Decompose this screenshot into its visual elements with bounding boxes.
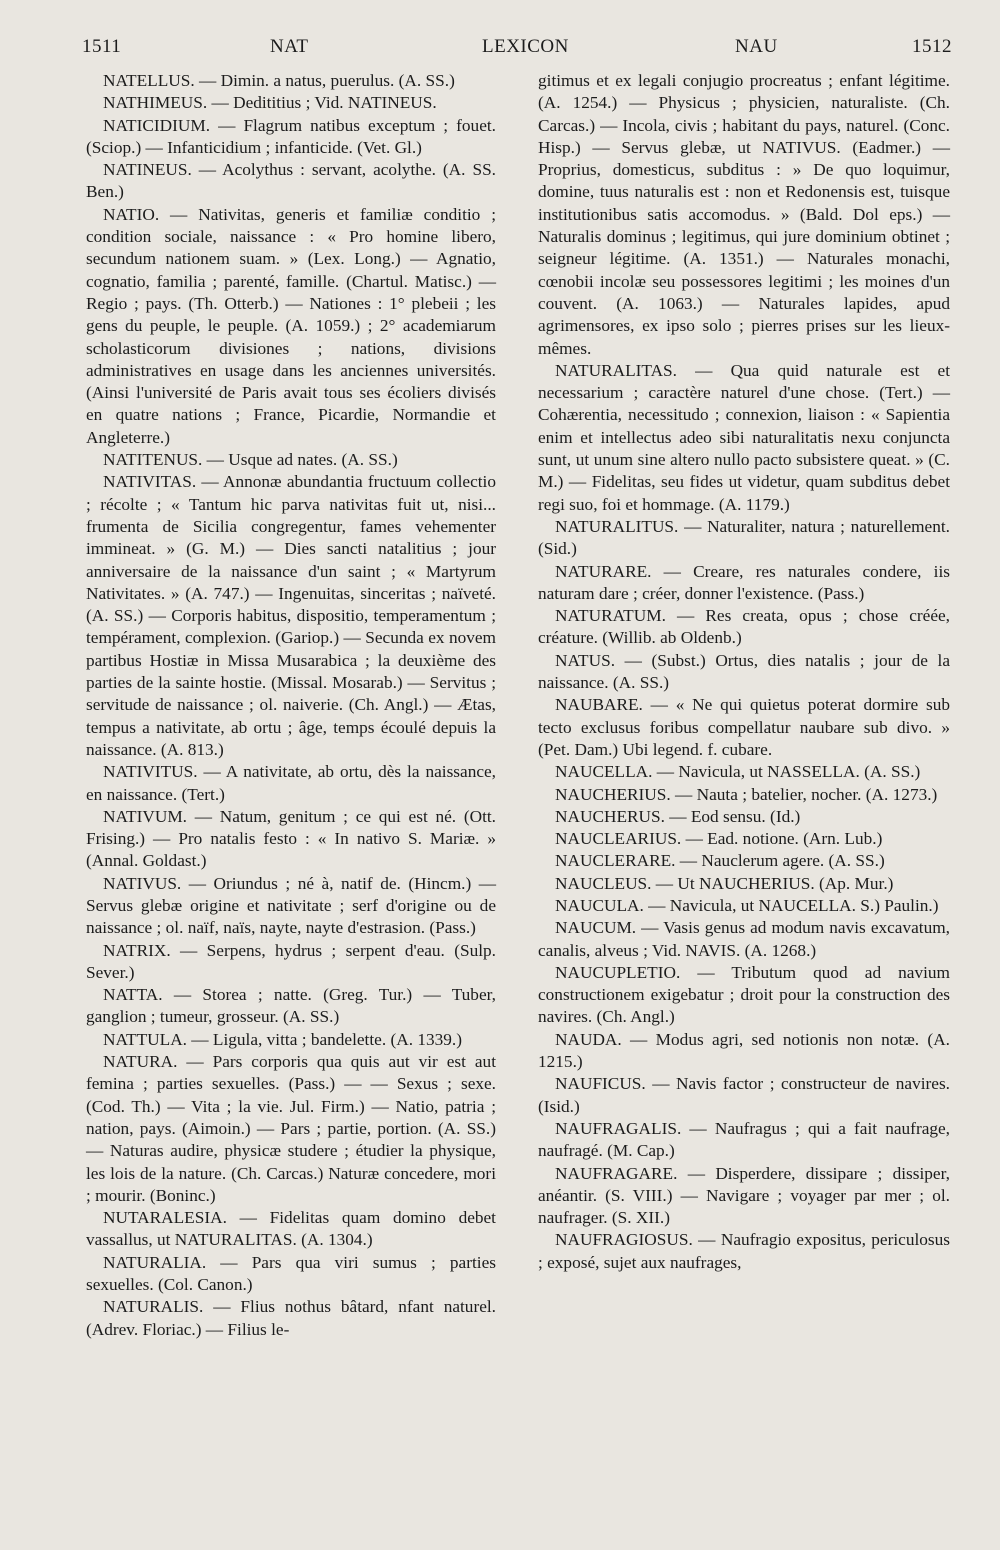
entry-naucupletio: NAUCUPLETIO. — Tributum quod ad navium constructionem exigebatur ; droit pour la construction des navires. (Ch. Angl.) [538,962,950,1027]
entry-naturalis-continued: gitimus et ex legali conjugio procreatus ; enfant légitime. (A. 1254.) — Physicus ; physicien, naturaliste. (Ch. Carcas.) — Incola, civis ; habitant du pays, naturel. (Conc. Hisp.) — Servus glebæ, ut NATIVUS. (Eadmer.) — Proprius, domesticus, subditus : » De quo loquimur, domine, tuus naturalis est : non et Redonensis est, tuisque institutionibus satis accomodus. » (Bald. Dol eps.) — Naturalis dominus ; legitimus, qui jure dominium obtinet ; seigneur légitime. (A. 1351.) — Naturales monachi, cœnobii incolæ seu possessores legitimi ; les moines d'un couvent. (A. 1063.) — Naturales lapides, apud agrimensores, ex ipso solo ; pierres prises sur les lieux-mêmes. [538,71,950,358]
entry-natineus: NATINEUS. — Acolythus : servant, acolythe. (A. SS. Ben.) [86,160,496,202]
entry-naturalitas: NATURALITAS. — Qua quid naturale est et necessarium ; caractère naturel d'une chose. (Tert.) — Cohærentia, necessitudo ; connexion, liaison : « Sapientia enim et intellectus adeo sibi naturalitatis nexu conjuncta sunt, ut unum sine altero nullo pacto subsistere queat. » (C. M.) — Fidelitas, seu fides ut videtur, quam subditus debet regi suo, foi et hommage. (A. 1179.) [538,360,950,514]
entry-natura: NATURA. — Pars corporis qua quis aut vir est aut femina ; parties sexuelles. (Pass.) — — Sexus ; sexe. (Cod. Th.) — Vita ; la vie. Jul. Firm.) — Natio, patria ; nation, pays. (Aimoin.) — Pars ; partie, portion. (A. SS.) — Naturas audire, physicæ studere ; étudier la physique, les lois de la nature. (Ch. Carcas.) Naturæ concedere, mori ; mourir. (Boninc.) [86,1052,496,1205]
entry-naucherus: NAUCHERUS. — Eod sensu. (Id.) [555,806,801,826]
entry-nativitus: NATIVITUS. — A nativitate, ab ortu, dès la naissance, en naissance. (Tert.) [86,762,496,804]
right-column [538,70,950,1274]
entry-nattula: NATTULA. — Ligula, vitta ; bandelette. (A. 1339.) [103,1029,462,1049]
page-number-left: 1511 [82,36,122,57]
entry-nauclerare: NAUCLERARE. — Nauclerum agere. (A. SS.) [555,851,885,871]
entry-naturare: NATURARE. — Creare, res naturales condere, iis naturam dare ; créer, donner l'existence. (Pass.) [538,561,950,603]
entry-naturalia: NATURALIA. — Pars qua viri sumus ; parties sexuelles. (Col. Canon.) [86,1252,496,1295]
entry-natitenus: NATITENUS. — Usque ad nates. (A. SS.) [103,450,398,470]
entry-naucherius: NAUCHERIUS. — Nauta ; batelier, nocher. (A. 1273.) [555,784,938,804]
entry-naubare: NAUBARE. — « Ne qui quietus poterat dormire sub tecto exclusus foribus compellatur naubare sub divo. » (Pet. Dam.) Ubi legend. f. cubare. [538,695,950,759]
entry-nathimeus: NATHIMEUS. — Dedititius ; Vid. NATINEUS. [103,93,437,113]
entry-nativum: NATIVUM. — Natum, genitum ; ce qui est né. (Ott. Frising.) — Pro natalis festo : « In nativo S. Mariæ. » (Annal. Goldast.) [86,806,496,871]
entry-natus: NATUS. — (Subst.) Ortus, dies natalis ; jour de la naissance. (A. SS.) [538,650,950,693]
left-guide-word: NAT [270,36,309,57]
entry-naucella: NAUCELLA. — Navicula, ut NASSELLA. (A. SS.) [555,762,921,782]
entry-naufragiosus: NAUFRAGIOSUS. — Naufragio expositus, periculosus ; exposé, sujet aux naufrages, [538,1230,950,1272]
running-header [82,36,952,62]
right-guide-word: NAU [735,36,778,57]
entry-naticidium: NATICIDIUM. — Flagrum natibus exceptum ; fouet. (Sciop.) — Infanticidium ; infanticide. (Vet. Gl.) [86,115,496,157]
entry-nutaralesia: NUTARALESIA. — Fidelitas quam domino debet vassallus, ut NATURALITAS. (A. 1304.) [86,1208,496,1250]
entry-nauficus: NAUFICUS. — Navis factor ; constructeur de navires. (Isid.) [538,1074,950,1116]
entry-natrix: NATRIX. — Serpens, hydrus ; serpent d'eau. (Sulp. Sever.) [86,940,496,982]
entry-naufragalis: NAUFRAGALIS. — Naufragus ; qui a fait naufrage, naufragé. (M. Cap.) [538,1118,950,1161]
entry-naturatum: NATURATUM. — Res creata, opus ; chose créée, créature. (Willib. ab Oldenb.) [538,606,950,648]
entry-naturalis: NATURALIS. — Flius nothus bâtard, nfant naturel. (Adrev. Floriac.) — Filius le- [86,1297,496,1339]
entry-naucum: NAUCUM. — Vasis genus ad modum navis excavatum, canalis, alveus ; Vid. NAVIS. (A. 1268.) [538,918,950,960]
entry-naufragare: NAUFRAGARE. — Disperdere, dissipare ; dissiper, anéantir. (S. VIII.) — Navigare ; voyager par mer ; ol. naufrager. (S. XII.) [538,1163,950,1228]
entry-nativitas: NATIVITAS. — Annonæ abundantia fructuum collectio ; récolte ; « Tantum hic parva nativitas fuit ut, nisi... frumenta de Sicilia congregentur, fames vehementer immineat. » (G. M.) — Dies sancti natalitius ; jour anniversaire de la naissance d'un saint ; « Martyrum Nativitates. » (A. 747.) — Ingenuitas, sinceritas ; naïveté. (A. SS.) — Corporis habitus, dispositio, temperamentum ; tempérament, complexion. (Gariop.) — Secunda ex novem partibus Hostiæ in Missa Musarabica ; la deuxième des parties de la sainte hostie. (Missal. Mosarab.) — Servitus ; servitude de naissance ; ol. naiverie. (Ch. Angl.) — Ætas, tempus a nativitate, ab ortu ; âge, temps écoulé depuis la naissance. (A. 813.) [86,472,496,759]
entry-naucula: NAUCULA. — Navicula, ut NAUCELLA. S.) Paulin.) [555,895,939,915]
entry-nauda: NAUDA. — Modus agri, sed notionis non notæ. (A. 1215.) [538,1029,950,1072]
entry-natellus: NATELLUS. — Dimin. a natus, puerulus. (A. SS.) [103,71,455,90]
left-column [86,70,496,1341]
page-number-right: 1512 [912,36,952,57]
entry-nativus: NATIVUS. — Oriundus ; né à, natif de. (Hincm.) — Servus glebæ origine et nativitate ; serf d'origine ou de naissance ; ol. naïf, naïs, nayte, nayte d'estrasion. (Pass.) [86,873,496,938]
entry-naturalitus: NATURALITUS. — Naturaliter, natura ; naturellement. (Sid.) [538,516,950,559]
page-title: LEXICON [482,36,569,57]
entry-natta: NATTA. — Storea ; natte. (Greg. Tur.) — Tuber, ganglion ; tumeur, grosseur. (A. SS.) [86,985,496,1027]
entry-natio: NATIO. — Nativitas, generis et familiæ conditio ; condition sociale, naissance : « Pro homine libero, secundum nationem suam. » (Lex. Long.) — Agnatio, cognatio, familia ; parenté, famille. (Chartul. Matisc.) — Regio ; pays. (Th. Otterb.) — Nationes : 1° plebeii ; les gens du peuple, le peuple. (A. 1059.) ; 2° academiarum scholasticorum divisiones ; nations, divisions administratives en usage dans les anciennes universités. (Ainsi l'université de Paris avait tous ses écoliers divisés en quatre nations ; France, Picardie, Normandie et Angleterre.) [86,204,496,447]
entry-naucleus: NAUCLEUS. — Ut NAUCHERIUS. (Ap. Mur.) [555,873,894,893]
entry-nauclearius: NAUCLEARIUS. — Ead. notione. (Arn. Lub.) [555,829,883,849]
